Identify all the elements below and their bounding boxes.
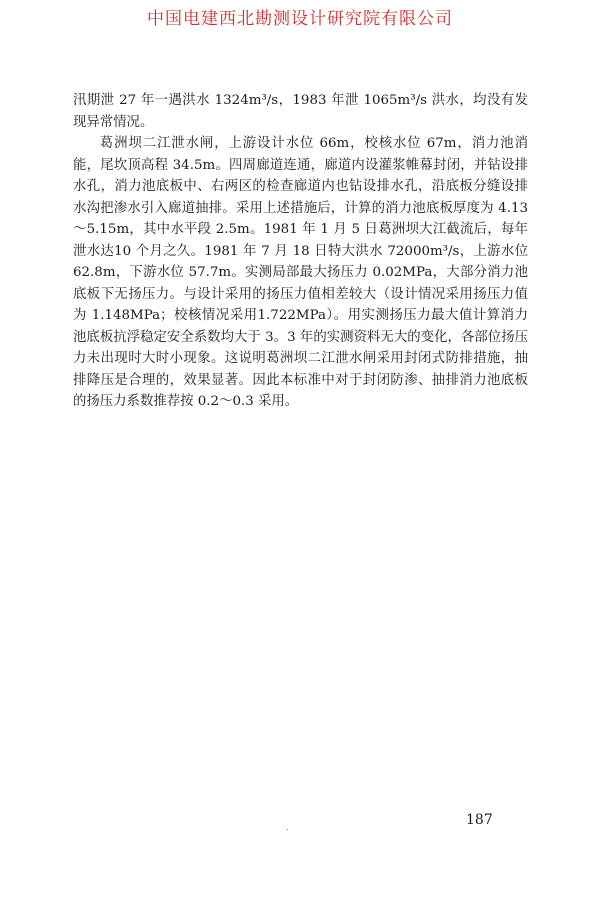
paragraph-gezhouba-sluice: 葛洲坝二江泄水闸，上游设计水位 66m，校核水位 67m，消力池消能，尾坎顶高程 34.5m。四周廊道连通，廊道内设灌浆帷幕封闭，并钻设排水孔，消力池底板中、右两区的检查廊道内也钻设排水孔，沿底板分缝设排水沟把渗水引入廊道抽排。采用上述措施后，计算的消力池底板厚度为 4.13～5.15m，其中水平段 2.5m。1981 年 1 月 5 日葛洲坝大江截流后，每年泄水达10 个月之久。1981 年 7 月 18 日特大洪水 72000m³/s，上游水位62.8m，下游水位 57.7m。实测局部最大扬压力 0.02MPa，大部分消力池底板下无扬压力。与设计采用的扬压力值相差较大（设计情况采用扬压力值为 1.148MPa；校核情况采用1.722MPa）。用实测扬压力最大值计算消力池底板抗浮稳定安全系数均大于 3。3 年的实测资料无大的变化，各部位扬压力未出现时大时小现象。这说明葛洲坝二江泄水闸采用封闭式防排措施，抽排降压是合理的，效果显著。因此本标准中对于封闭防渗、抽排消力池底板的扬压力系数推荐按 0.2～0.3 采用。 <box>73 136 528 409</box>
paragraph-continuation: 汛期泄 27 年一遇洪水 1324m³/s，1983 年泄 1065m³/s 洪水，均没有发现异常情况。 <box>73 93 528 130</box>
scan-speck <box>287 829 288 830</box>
page-number: 187 <box>466 812 493 828</box>
watermark-header: 中国电建西北勘测设计研究院有限公司 <box>147 9 453 29</box>
body-text <box>73 90 528 413</box>
